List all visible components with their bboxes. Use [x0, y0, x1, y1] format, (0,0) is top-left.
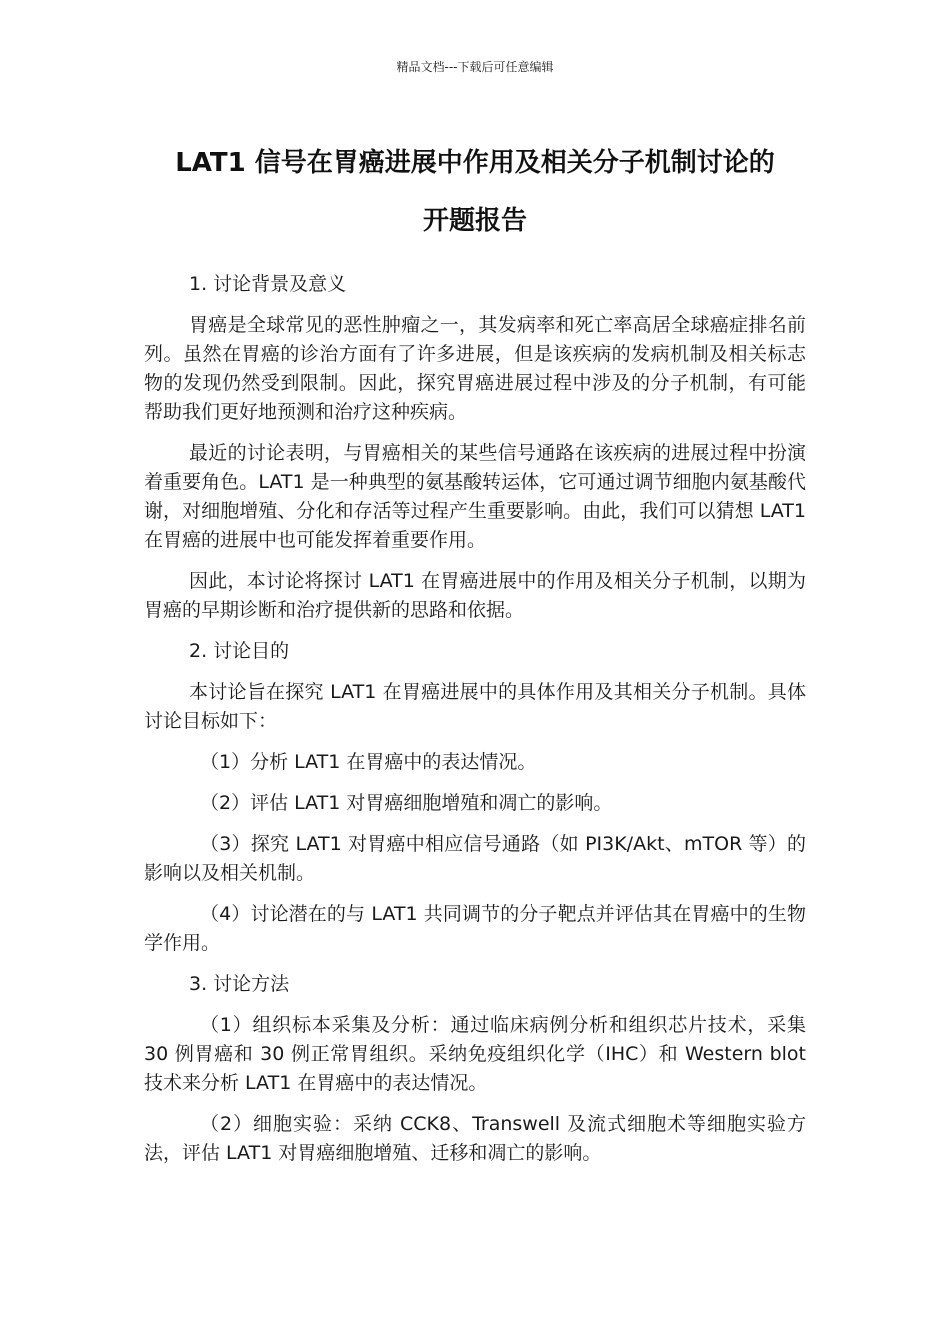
title-line-2: 开题报告 [422, 206, 527, 236]
section-2-item-3: （3）探究 LAT1 对胃癌中相应信号通路（如 PI3K/Akt、mTOR 等）的影响以及相关机制。 [144, 833, 806, 884]
section-3-item-1: （1）组织标本采集及分析：通过临床病例分析和组织芯片技术，采集 30 例胃癌和 30 例正常胃组织。采纳免疫组织化学（IHC）和 Western blot 技术来分析 LAT1 在胃癌中的表达情况。 [144, 1014, 806, 1094]
document-body [144, 270, 806, 1180]
section-3-item-2: （2）细胞实验：采纳 CCK8、Transwell 及流式细胞术等细胞实验方法，评估 LAT1 对胃癌细胞增殖、迁移和凋亡的影响。 [144, 1113, 806, 1164]
section-1-paragraph-2: 最近的讨论表明，与胃癌相关的某些信号通路在该疾病的进展过程中扮演着重要角色。LAT1 是一种典型的氨基酸转运体，它可通过调节细胞内氨基酸代谢，对细胞增殖、分化和存活等过程产生重要影响。由此，我们可以猜想 LAT1 在胃癌的进展中也可能发挥着重要作用。 [144, 442, 806, 551]
document-title [0, 134, 950, 250]
section-2-paragraph-1: 本讨论旨在探究 LAT1 在胃癌进展中的具体作用及其相关分子机制。具体讨论目标如下： [144, 681, 806, 732]
section-3-heading: 3. 讨论方法 [189, 973, 290, 995]
section-2-item-4: （4）讨论潜在的与 LAT1 共同调节的分子靶点并评估其在胃癌中的生物学作用。 [144, 903, 806, 954]
title-line-1: LAT1 信号在胃癌进展中作用及相关分子机制讨论的 [175, 148, 775, 178]
header-note: 精品文档---下载后可任意编辑 [396, 60, 554, 74]
section-1-heading: 1. 讨论背景及意义 [189, 273, 347, 295]
section-2-heading: 2. 讨论目的 [189, 640, 290, 662]
section-1-paragraph-1: 胃癌是全球常见的恶性肿瘤之一，其发病率和死亡率高居全球癌症排名前列。虽然在胃癌的诊治方面有了许多进展，但是该疾病的发病机制及相关标志物的发现仍然受到限制。因此，探究胃癌进展过程中涉及的分子机制，有可能帮助我们更好地预测和治疗这种疾病。 [144, 314, 806, 423]
section-2-item-2: （2）评估 LAT1 对胃癌细胞增殖和凋亡的影响。 [200, 792, 613, 814]
section-1-paragraph-3: 因此，本讨论将探讨 LAT1 在胃癌进展中的作用及相关分子机制，以期为胃癌的早期诊断和治疗提供新的思路和依据。 [144, 570, 806, 621]
section-2-item-1: （1）分析 LAT1 在胃癌中的表达情况。 [200, 751, 537, 773]
